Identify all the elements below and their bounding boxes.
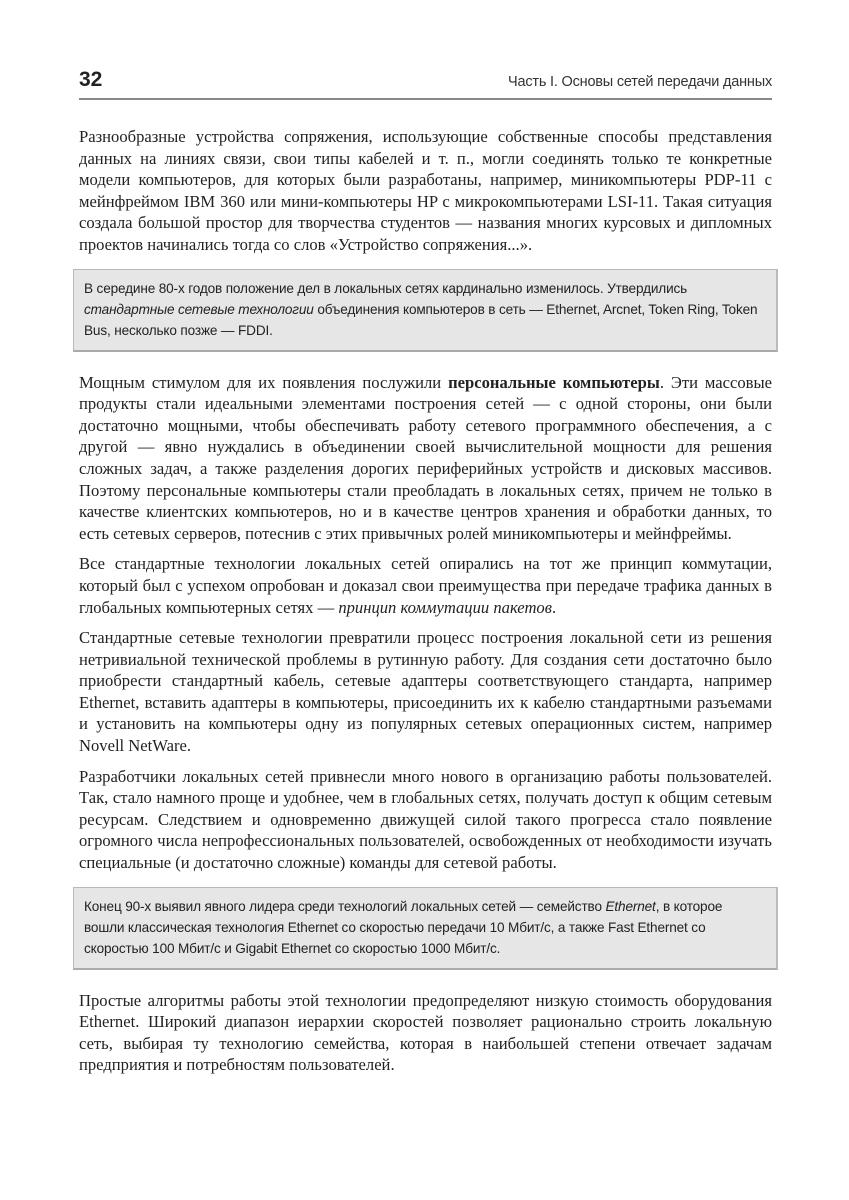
text-run: Все стандартные технологии локальных сетей опирались на тот же принцип коммутации, который был с успехом опробован и доказал свои преимущества при передаче трафика данных в глобальных компьютерных сетях —: [79, 554, 772, 617]
page-number: 32: [79, 68, 103, 91]
emphasis: принцип коммутации пакетов: [338, 597, 552, 617]
callout-text: [84, 278, 766, 341]
emphasis: стандартные сетевые технологии: [84, 301, 314, 317]
emphasis: Ethernet: [605, 898, 656, 914]
text-run: , в которое вошли классическая технология Ethernet со скоростью передачи 10 Мбит/с, а также Fast Ethernet со скоростью 100 Мбит/с и Gigabit Ethernet со скоростью 1000 Мбит/с.: [84, 898, 723, 956]
callout-box: [73, 269, 778, 352]
paragraph: Разнообразные устройства сопряжения, использующие собственные способы представления данных на линиях связи, свои типы кабелей и т. п., могли соединять только те конкретные модели компьютеров, для которых были разработаны, например, миникомпьютеры PDP-11 с мейнфреймом IBM 360 или мини-компьютеры HP с микрокомпьютерами LSI-11. Такая ситуация создала большой простор для творчества студентов — названия многих курсовых и дипломных проектов начинались тогда со слов «Устройство сопряжения...».: [79, 127, 772, 254]
paragraph: [79, 553, 772, 618]
paragraph: Разработчики локальных сетей привнесли много нового в организацию работы пользователей. Так, стало намного проще и удобнее, чем в глобальных сетях, получать доступ к общим сетевым ресурсам. Следствием и одновременно движущей силой такого прогресса стало появление огромного числа непрофессиональных пользователей, освобожденных от необходимости изучать специальные (и достаточно сложные) команды для сетевой работы.: [79, 766, 772, 873]
text-run: . Эти массовые продукты стали идеальными элементами построения сетей — с одной стороны, они были достаточно мощными, чтобы обеспечивать работу сетевого программного обеспечения, а с другой — явно нуждались в объединении своей вычислительной мощности для решения сложных задач, а также разделения дорогих периферийных устройств и дисковых массивов. Поэтому персональные компьютеры стали преобладать в локальных сетях, причем не только в качестве клиентских компьютеров, но и в качестве центров хранения и обработки данных, то есть сетевых серверов, потеснив с этих привычных ролей миникомпьютеры и мейнфреймы.: [79, 372, 772, 543]
paragraph: Стандартные сетевые технологии превратили процесс построения локальной сети из решения нетривиальной технической проблемы в рутинную работу. Для создания сети достаточно было приобрести стандартный кабель, сетевые адаптеры соответствующего стандарта, например Ethernet, вставить адаптеры в компьютеры, присоединить их к кабелю стандартными разъемами и установить на компьютеры одну из популярных сетевых операционных систем, например Novell NetWare.: [79, 628, 772, 756]
paragraph: [79, 372, 772, 545]
callout-box: [73, 887, 778, 970]
running-title: Часть I. Основы сетей передачи данных: [508, 74, 772, 90]
text-run: Конец 90-х выявил явного лидера среди технологий локальных сетей — семейство: [84, 898, 606, 914]
callout-text: [84, 896, 766, 959]
paragraph: Простые алгоритмы работы этой технологии предопределяют низкую стоимость оборудования Ethernet. Широкий диапазон иерархии скоростей позволяет рационально строить локальную сеть, выбирая ту технологию семейства, которая в наибольшей степени отвечает задачам предприятия и потребностям пользователей.: [79, 990, 772, 1075]
text-run: Мощным стимулом для их появления послужили: [79, 372, 449, 392]
text-run: .: [551, 597, 557, 617]
page-body: [79, 126, 772, 1085]
text-run: объединения компьютеров в сеть — Ethernet, Arcnet, Token Ring, Token Bus, несколько позже — FDDI.: [84, 301, 758, 338]
text-run: В середине 80-х годов положение дел в локальных сетях кардинально изменилось. Утвердились: [84, 280, 688, 296]
page-header: [79, 68, 772, 100]
bold-term: персональные компьютеры: [448, 372, 660, 392]
